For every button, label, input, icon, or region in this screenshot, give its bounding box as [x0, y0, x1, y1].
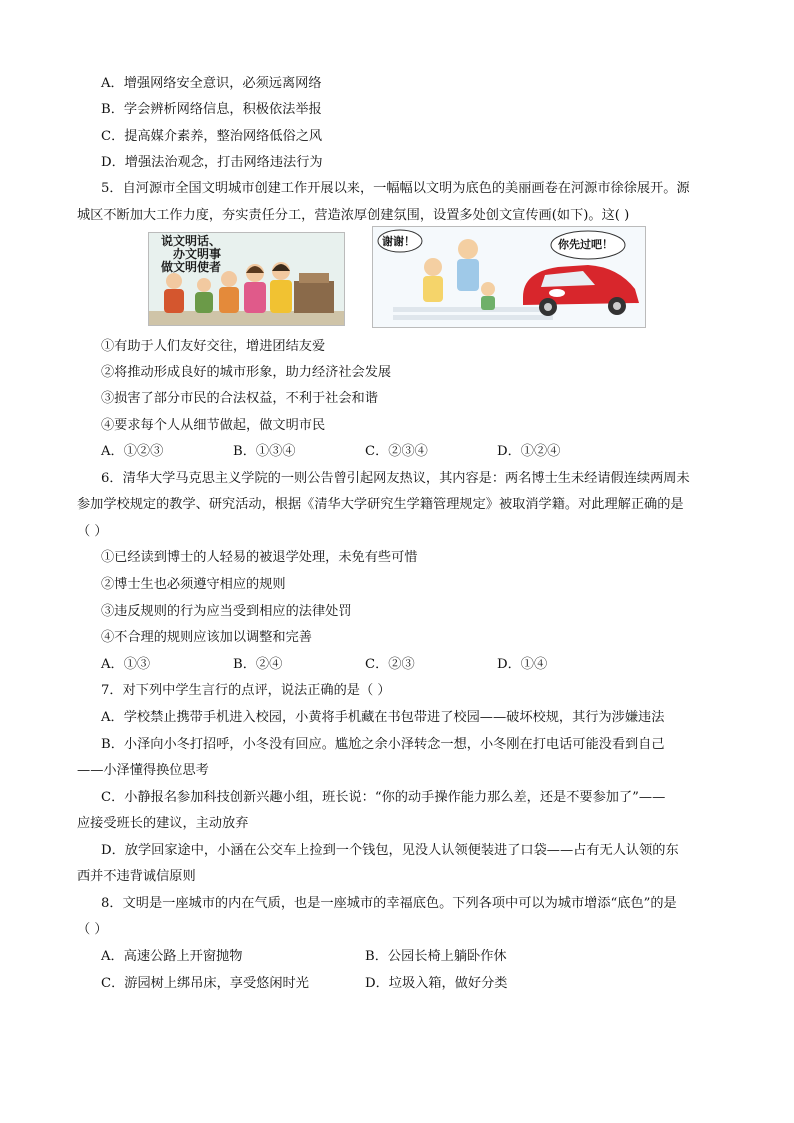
- q8-option-c: C．游园树上绑吊床，享受悠闲时光: [101, 976, 309, 991]
- q8-answer-bracket: （ ）: [77, 922, 108, 937]
- q7-option-c-line2: 应接受班长的建议，主动放弃: [77, 816, 249, 831]
- q4-option-d: D．增强法治观念，打击网络违法行为: [101, 155, 323, 170]
- q6-statement-3: ③违反规则的行为应当受到相应的法律处罚: [101, 604, 352, 619]
- poster-crosswalk: [372, 226, 646, 328]
- q5-statement-2: ②将推动形成良好的城市形象，助力经济社会发展: [101, 365, 392, 380]
- q6-option-a: A．①③: [101, 657, 151, 672]
- poster-slogan-line2: 办文明事: [173, 247, 222, 261]
- q6-statement-2: ②博士生也必须遵守相应的规则: [101, 577, 286, 592]
- q5-option-c: C．②③④: [365, 444, 428, 459]
- q6-option-b: B．②④: [233, 657, 283, 672]
- q7-option-c-line1: C．小静报名参加科技创新兴趣小组，班长说：“你的动手操作能力那么差，还是不要参加了”——: [101, 790, 666, 805]
- q8-option-d: D．垃圾入箱，做好分类: [365, 976, 508, 991]
- poster-slogan: [161, 235, 221, 274]
- q7-option-d-line1: D．放学回家途中，小涵在公交车上捡到一个钱包，见没人认领便装进了口袋——占有无人认领的东: [101, 843, 679, 858]
- q5-statement-4: ④要求每个人从细节做起，做文明市民: [101, 418, 326, 433]
- q5-statement-1: ①有助于人们友好交往，增进团结友爱: [101, 339, 326, 354]
- q4-option-b: B．学会辨析网络信息，积极依法举报: [101, 102, 322, 117]
- q7-stem: 7．对下列中学生言行的点评，说法正确的是（ ）: [101, 683, 391, 698]
- q4-option-a: A．增强网络安全意识，必须远离网络: [101, 76, 322, 91]
- poster-civility-slogan: [148, 232, 345, 326]
- q7-option-a: A．学校禁止携带手机进入校园，小黄将手机藏在书包带进了校园——破坏校规，其行为涉嫌违法: [101, 710, 665, 725]
- q6-answer-bracket: （ ）: [77, 524, 108, 539]
- q6-stem-line2: 参加学校规定的教学、研究活动，根据《清华大学研究生学籍管理规定》被取消学籍。对此理解正确的是: [77, 497, 684, 512]
- q8-stem-line1: 8．文明是一座城市的内在气质，也是一座城市的幸福底色。下列各项中可以为城市增添“底色”的是: [101, 896, 677, 911]
- q5-stem-line2: 城区不断加大工作力度，夯实责任分工，营造浓厚创建氛围，设置多处创文宣传画(如下)。这( ): [77, 208, 630, 223]
- q7-option-b-line1: B．小泽向小冬打招呼，小冬没有回应。尴尬之余小泽转念一想，小冬刚在打电话可能没看到自己: [101, 737, 665, 752]
- q6-statement-1: ①已经读到博士的人轻易的被退学处理，未免有些可惜: [101, 550, 418, 565]
- q5-option-a: A．①②③: [101, 444, 164, 459]
- q5-option-d: D．①②④: [497, 444, 561, 459]
- bubble-thanks: 谢谢！: [382, 235, 415, 248]
- q7-option-b-line2: ——小泽懂得换位思考: [77, 763, 209, 778]
- bubble-you-go-first: 你先过吧！: [558, 238, 613, 251]
- q5-statement-3: ③损害了部分市民的合法权益，不利于社会和谐: [101, 391, 378, 406]
- q8-option-b: B．公园长椅上躺卧作休: [365, 949, 507, 964]
- poster-slogan-line3: 做文明使者: [161, 260, 222, 274]
- q6-stem-line1: 6．清华大学马克思主义学院的一则公告曾引起网友热议，其内容是：两名博士生未经请假连续两周未: [101, 471, 690, 486]
- q6-statement-4: ④不合理的规则应该加以调整和完善: [101, 630, 312, 645]
- q4-option-c: C．提高媒介素养，整治网络低俗之风: [101, 129, 323, 144]
- q7-option-d-line2: 西并不违背诚信原则: [77, 869, 196, 884]
- q5-stem-line1: 5．自河源市全国文明城市创建工作开展以来，一幅幅以文明为底色的美丽画卷在河源市徐徐展开。源: [101, 181, 690, 196]
- q8-option-a: A．高速公路上开窗抛物: [101, 949, 243, 964]
- poster-slogan-line1: 说文明话、: [161, 234, 222, 248]
- q6-option-d: D．①④: [497, 657, 548, 672]
- q6-option-c: C．②③: [365, 657, 415, 672]
- q5-option-b: B．①③④: [233, 444, 296, 459]
